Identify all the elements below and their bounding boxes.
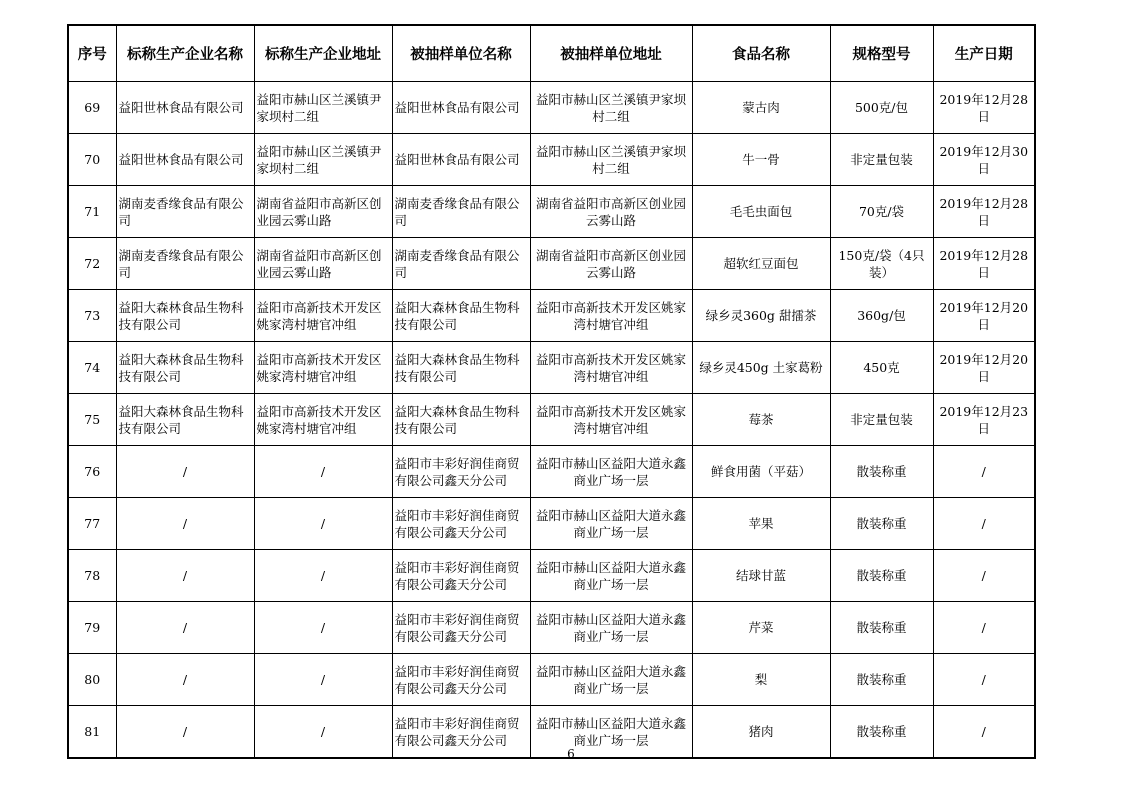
cell-manufacturer-address: 益阳市高新技术开发区姚家湾村塘官冲组 [254, 394, 392, 446]
cell-serial-number: 75 [68, 394, 116, 446]
cell-manufacturer-name: / [116, 498, 254, 550]
cell-production-date: / [933, 550, 1035, 602]
header-production-date: 生产日期 [933, 25, 1035, 82]
cell-specification: 非定量包装 [830, 134, 933, 186]
cell-manufacturer-name: / [116, 654, 254, 706]
cell-manufacturer-address: / [254, 654, 392, 706]
table-row [68, 550, 1035, 602]
cell-sampled-unit-name: 益阳大森林食品生物科技有限公司 [392, 342, 530, 394]
cell-sampled-unit-name: 益阳市丰彩好润佳商贸有限公司鑫天分公司 [392, 498, 530, 550]
cell-manufacturer-address: / [254, 706, 392, 759]
cell-production-date: / [933, 602, 1035, 654]
cell-serial-number: 79 [68, 602, 116, 654]
cell-sampled-unit-name: 益阳世林食品有限公司 [392, 134, 530, 186]
cell-sampled-unit-name: 益阳市丰彩好润佳商贸有限公司鑫天分公司 [392, 446, 530, 498]
cell-manufacturer-address: 益阳市高新技术开发区姚家湾村塘官冲组 [254, 342, 392, 394]
cell-specification: 散装称重 [830, 446, 933, 498]
cell-manufacturer-name: / [116, 446, 254, 498]
header-manufacturer-address: 标称生产企业地址 [254, 25, 392, 82]
cell-sampled-unit-name: 湖南麦香缘食品有限公司 [392, 238, 530, 290]
cell-specification: 散装称重 [830, 654, 933, 706]
cell-food-name: 牛一骨 [692, 134, 830, 186]
cell-food-name: 蒙古肉 [692, 82, 830, 134]
cell-sampled-unit-address: 益阳市赫山区益阳大道永鑫商业广场一层 [530, 602, 692, 654]
header-serial-number: 序号 [68, 25, 116, 82]
cell-sampled-unit-address: 益阳市赫山区益阳大道永鑫商业广场一层 [530, 654, 692, 706]
cell-specification: 散装称重 [830, 706, 933, 759]
cell-serial-number: 78 [68, 550, 116, 602]
cell-serial-number: 74 [68, 342, 116, 394]
cell-serial-number: 70 [68, 134, 116, 186]
cell-food-name: 毛毛虫面包 [692, 186, 830, 238]
cell-sampled-unit-name: 益阳世林食品有限公司 [392, 82, 530, 134]
cell-specification: 150克/袋（4只装） [830, 238, 933, 290]
cell-food-name: 结球甘蓝 [692, 550, 830, 602]
cell-food-name: 绿乡灵450g 土家葛粉 [692, 342, 830, 394]
cell-specification: 散装称重 [830, 498, 933, 550]
cell-production-date: / [933, 654, 1035, 706]
table-row [68, 446, 1035, 498]
cell-production-date: 2019年12月28日 [933, 186, 1035, 238]
cell-sampled-unit-name: 益阳大森林食品生物科技有限公司 [392, 290, 530, 342]
cell-production-date: / [933, 498, 1035, 550]
cell-production-date: 2019年12月28日 [933, 238, 1035, 290]
cell-specification: 360g/包 [830, 290, 933, 342]
table-row [68, 498, 1035, 550]
cell-food-name: 梨 [692, 654, 830, 706]
cell-manufacturer-name: 益阳世林食品有限公司 [116, 134, 254, 186]
cell-manufacturer-name: 益阳世林食品有限公司 [116, 82, 254, 134]
cell-sampled-unit-address: 益阳市高新技术开发区姚家湾村塘官冲组 [530, 342, 692, 394]
cell-food-name: 苹果 [692, 498, 830, 550]
cell-sampled-unit-name: 益阳市丰彩好润佳商贸有限公司鑫天分公司 [392, 706, 530, 759]
cell-manufacturer-name: 湖南麦香缘食品有限公司 [116, 186, 254, 238]
cell-serial-number: 73 [68, 290, 116, 342]
cell-food-name: 超软红豆面包 [692, 238, 830, 290]
header-sampled-unit-name: 被抽样单位名称 [392, 25, 530, 82]
cell-sampled-unit-address: 益阳市高新技术开发区姚家湾村塘官冲组 [530, 290, 692, 342]
cell-specification: 非定量包装 [830, 394, 933, 446]
header-sampled-unit-address: 被抽样单位地址 [530, 25, 692, 82]
cell-production-date: 2019年12月28日 [933, 82, 1035, 134]
table-row [68, 238, 1035, 290]
table-row [68, 602, 1035, 654]
cell-manufacturer-name: 益阳大森林食品生物科技有限公司 [116, 394, 254, 446]
table-row [68, 394, 1035, 446]
cell-sampled-unit-address: 湖南省益阳市高新区创业园云雾山路 [530, 238, 692, 290]
header-manufacturer-name: 标称生产企业名称 [116, 25, 254, 82]
cell-production-date: 2019年12月20日 [933, 342, 1035, 394]
cell-manufacturer-address: / [254, 550, 392, 602]
cell-specification: 500克/包 [830, 82, 933, 134]
cell-serial-number: 72 [68, 238, 116, 290]
cell-serial-number: 71 [68, 186, 116, 238]
cell-manufacturer-address: 益阳市赫山区兰溪镇尹家坝村二组 [254, 134, 392, 186]
cell-manufacturer-name: / [116, 706, 254, 759]
cell-sampled-unit-address: 益阳市赫山区益阳大道永鑫商业广场一层 [530, 446, 692, 498]
cell-sampled-unit-address: 益阳市赫山区兰溪镇尹家坝村二组 [530, 134, 692, 186]
cell-sampled-unit-address: 益阳市高新技术开发区姚家湾村塘官冲组 [530, 394, 692, 446]
header-row [68, 25, 1035, 82]
page-number: 6 [567, 747, 575, 761]
cell-sampled-unit-name: 益阳大森林食品生物科技有限公司 [392, 394, 530, 446]
cell-manufacturer-address: 益阳市高新技术开发区姚家湾村塘官冲组 [254, 290, 392, 342]
header-specification: 规格型号 [830, 25, 933, 82]
cell-serial-number: 77 [68, 498, 116, 550]
cell-manufacturer-name: 益阳大森林食品生物科技有限公司 [116, 342, 254, 394]
cell-manufacturer-name: 益阳大森林食品生物科技有限公司 [116, 290, 254, 342]
cell-production-date: 2019年12月20日 [933, 290, 1035, 342]
cell-specification: 散装称重 [830, 602, 933, 654]
cell-production-date: / [933, 446, 1035, 498]
cell-sampled-unit-address: 益阳市赫山区益阳大道永鑫商业广场一层 [530, 706, 692, 759]
cell-sampled-unit-address: 益阳市赫山区益阳大道永鑫商业广场一层 [530, 550, 692, 602]
cell-specification: 450克 [830, 342, 933, 394]
sampling-table [67, 24, 1036, 759]
cell-sampled-unit-address: 益阳市赫山区兰溪镇尹家坝村二组 [530, 82, 692, 134]
cell-sampled-unit-name: 益阳市丰彩好润佳商贸有限公司鑫天分公司 [392, 654, 530, 706]
cell-serial-number: 80 [68, 654, 116, 706]
table-row [68, 290, 1035, 342]
cell-production-date: 2019年12月30日 [933, 134, 1035, 186]
header-food-name: 食品名称 [692, 25, 830, 82]
cell-food-name: 绿乡灵360g 甜擂茶 [692, 290, 830, 342]
cell-food-name: 芹菜 [692, 602, 830, 654]
cell-specification: 70克/袋 [830, 186, 933, 238]
cell-production-date: 2019年12月23日 [933, 394, 1035, 446]
cell-specification: 散装称重 [830, 550, 933, 602]
cell-sampled-unit-name: 益阳市丰彩好润佳商贸有限公司鑫天分公司 [392, 602, 530, 654]
table-row [68, 654, 1035, 706]
cell-sampled-unit-name: 湖南麦香缘食品有限公司 [392, 186, 530, 238]
cell-manufacturer-address: / [254, 446, 392, 498]
cell-manufacturer-address: 湖南省益阳市高新区创业园云雾山路 [254, 186, 392, 238]
cell-sampled-unit-address: 益阳市赫山区益阳大道永鑫商业广场一层 [530, 498, 692, 550]
table-row [68, 342, 1035, 394]
table-row [68, 186, 1035, 238]
cell-manufacturer-address: / [254, 498, 392, 550]
table-row [68, 706, 1035, 759]
cell-serial-number: 69 [68, 82, 116, 134]
cell-manufacturer-name: / [116, 602, 254, 654]
cell-serial-number: 81 [68, 706, 116, 759]
table-row [68, 134, 1035, 186]
cell-food-name: 莓茶 [692, 394, 830, 446]
cell-serial-number: 76 [68, 446, 116, 498]
cell-sampled-unit-address: 湖南省益阳市高新区创业园云雾山路 [530, 186, 692, 238]
cell-manufacturer-name: / [116, 550, 254, 602]
cell-production-date: / [933, 706, 1035, 759]
cell-sampled-unit-name: 益阳市丰彩好润佳商贸有限公司鑫天分公司 [392, 550, 530, 602]
table-row [68, 82, 1035, 134]
cell-manufacturer-address: 湖南省益阳市高新区创业园云雾山路 [254, 238, 392, 290]
cell-food-name: 猪肉 [692, 706, 830, 759]
cell-manufacturer-name: 湖南麦香缘食品有限公司 [116, 238, 254, 290]
cell-manufacturer-address: / [254, 602, 392, 654]
cell-food-name: 鲜食用菌（平菇） [692, 446, 830, 498]
cell-manufacturer-address: 益阳市赫山区兰溪镇尹家坝村二组 [254, 82, 392, 134]
